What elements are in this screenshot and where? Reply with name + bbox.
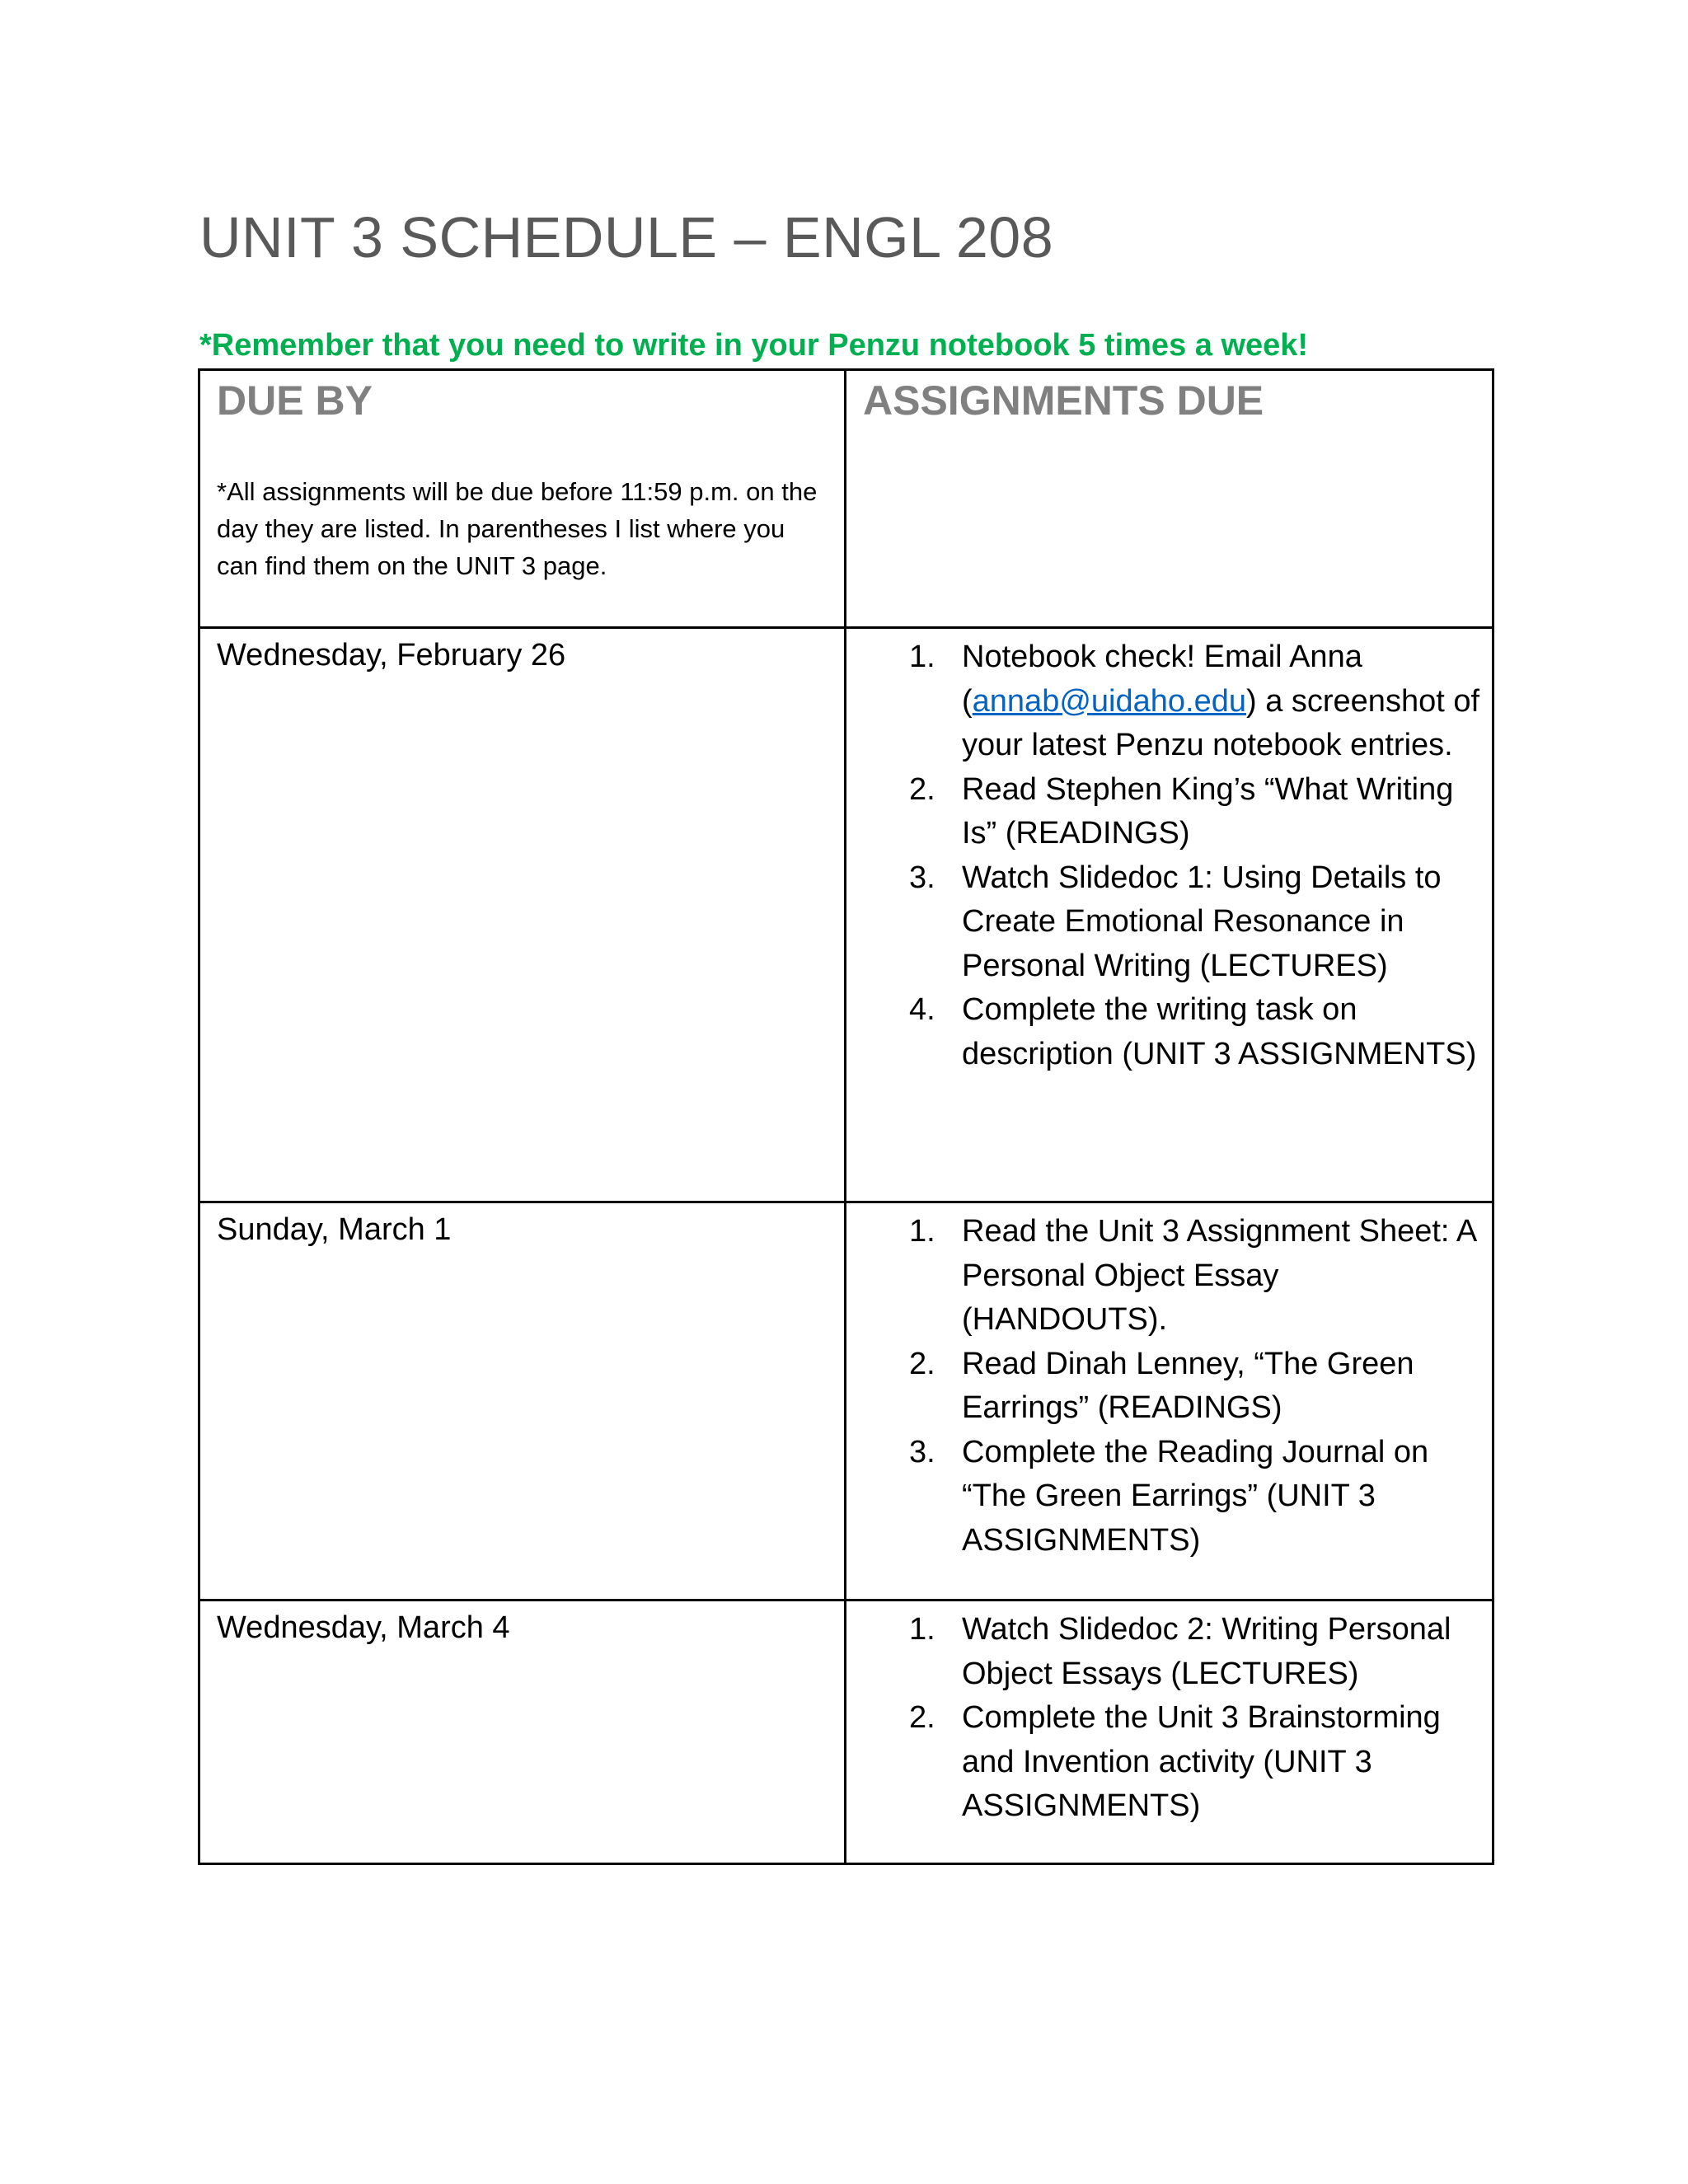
table-row bbox=[199, 628, 1493, 1202]
assignments-due-header-cell bbox=[846, 370, 1493, 628]
table-header-row bbox=[199, 370, 1493, 628]
due-date: Wednesday, March 4 bbox=[217, 1610, 510, 1645]
item-text: Complete the writing task on description (UNIT 3 ASSIGNMENTS) bbox=[962, 992, 1477, 1071]
item-text: ) a screenshot of your latest Penzu notebook entries. bbox=[962, 683, 1480, 762]
table-row bbox=[199, 1601, 1493, 1864]
assignments-cell bbox=[846, 1202, 1493, 1601]
due-date: Sunday, March 1 bbox=[217, 1212, 452, 1247]
item-number: 1. bbox=[909, 640, 935, 674]
item-number: 3. bbox=[909, 1434, 935, 1469]
item-text: Complete the Unit 3 Brainstorming and Invention activity (UNIT 3 ASSIGNMENTS) bbox=[962, 1700, 1441, 1823]
table-row bbox=[199, 1202, 1493, 1601]
due-by-header-cell bbox=[199, 370, 846, 628]
assignment-item bbox=[846, 1696, 1480, 1829]
date-cell bbox=[199, 1202, 846, 1601]
due-date: Wednesday, February 26 bbox=[217, 638, 566, 673]
assignment-item bbox=[846, 988, 1480, 1076]
date-cell bbox=[199, 628, 846, 1202]
due-by-header: DUE BY bbox=[217, 377, 373, 424]
assignment-item bbox=[846, 768, 1480, 856]
due-time-note: *All assignments will be due before 11:59 p.m. on the day they are listed. In parentheses I list where you can find them on the UNIT 3 page. bbox=[217, 477, 818, 580]
assignment-list bbox=[846, 1601, 1492, 1829]
item-text: Watch Slidedoc 1: Using Details to Create Emotional Resonance in Personal Writing (LECTURES) bbox=[962, 860, 1442, 983]
assignment-item bbox=[846, 1210, 1480, 1343]
assignment-item bbox=[846, 1608, 1480, 1696]
assignment-item bbox=[846, 1431, 1480, 1563]
item-text: Read the Unit 3 Assignment Sheet: A Personal Object Essay (HANDOUTS). bbox=[962, 1214, 1476, 1337]
assignment-item bbox=[846, 856, 1480, 989]
item-number: 3. bbox=[909, 860, 935, 895]
date-cell bbox=[199, 1601, 846, 1864]
item-text: Read Dinah Lenney, “The Green Earrings” (READINGS) bbox=[962, 1346, 1414, 1425]
assignments-cell bbox=[846, 628, 1493, 1202]
item-number: 2. bbox=[909, 1346, 935, 1381]
item-text: Watch Slidedoc 2: Writing Personal Object Essays (LECTURES) bbox=[962, 1612, 1451, 1691]
assignment-item bbox=[846, 1343, 1480, 1431]
assignment-item bbox=[846, 635, 1480, 768]
assignment-list bbox=[846, 629, 1492, 1076]
item-text: Notebook check! Email Anna ( bbox=[962, 640, 1362, 719]
assignment-list bbox=[846, 1203, 1492, 1563]
assignments-due-header: ASSIGNMENTS DUE bbox=[863, 377, 1264, 424]
item-number: 2. bbox=[909, 771, 935, 807]
item-text: Complete the Reading Journal on “The Green Earrings” (UNIT 3 ASSIGNMENTS) bbox=[962, 1434, 1429, 1558]
item-number: 1. bbox=[909, 1612, 935, 1647]
item-text: Read Stephen King’s “What Writing Is” (READINGS) bbox=[962, 771, 1454, 851]
penzu-reminder: *Remember that you need to write in your Penzu notebook 5 times a week! bbox=[199, 328, 1309, 363]
email-link[interactable]: annab@uidaho.edu bbox=[972, 683, 1246, 719]
page-title: UNIT 3 SCHEDULE – ENGL 208 bbox=[199, 205, 1054, 269]
item-number: 2. bbox=[909, 1700, 935, 1735]
assignments-cell bbox=[846, 1601, 1493, 1864]
schedule-table bbox=[198, 368, 1494, 1865]
item-number: 1. bbox=[909, 1214, 935, 1249]
item-number: 4. bbox=[909, 992, 935, 1027]
